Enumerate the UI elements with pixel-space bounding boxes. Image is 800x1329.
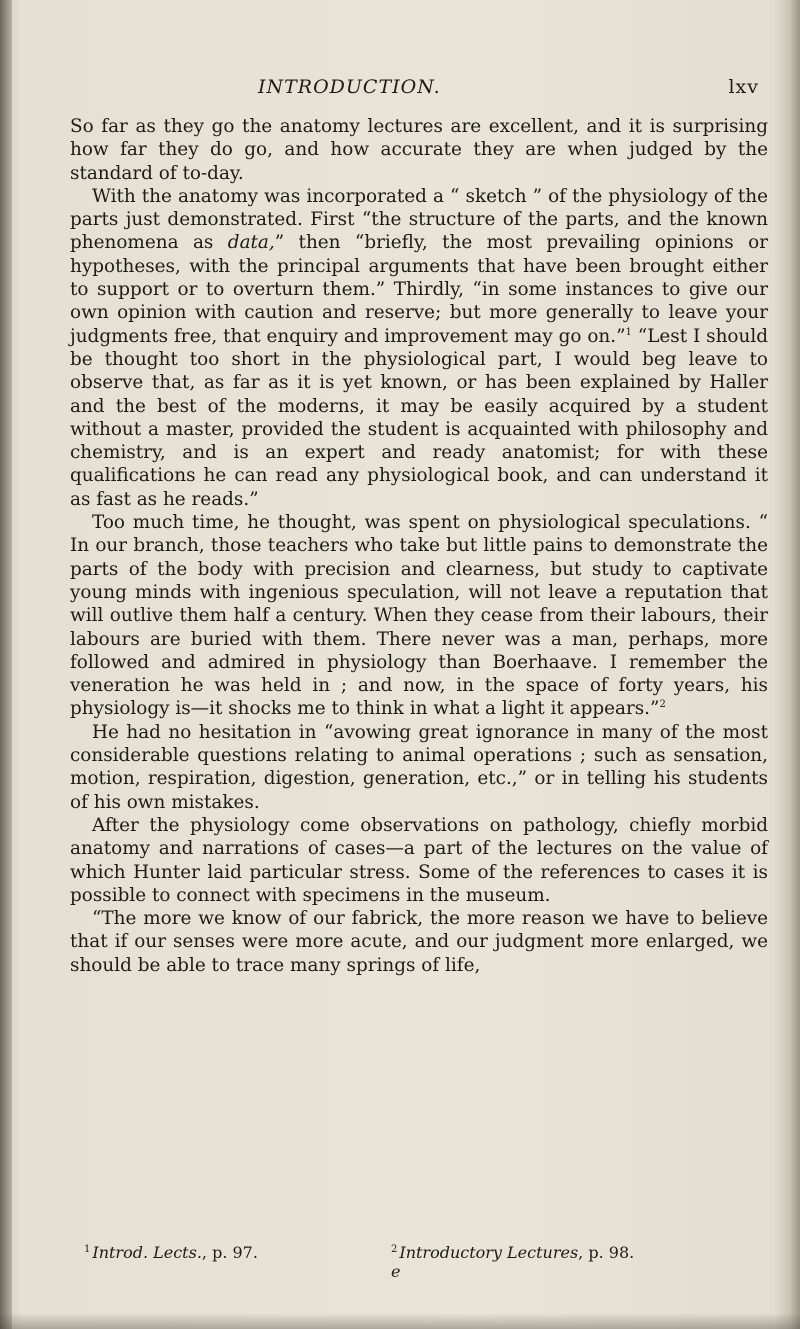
page-number: lxv	[728, 76, 759, 98]
page-edge	[774, 0, 800, 1329]
text-run: “The more we know of our fabrick, the more reason we have to believe that if our senses were more acute, and our judgment more enlarged, we should be able to trace many springs of life,	[70, 908, 768, 976]
paragraph	[70, 907, 768, 977]
page-header	[70, 56, 760, 98]
text-run: He had no hesitation in “avowing great ignorance in many of the most considerable questions relating to animal operations ; such as sensation, motion, respiration, digestion, generation, etc.,” or in telling his students of his own mistakes.	[70, 721, 768, 813]
text-run: ” then “briefly, the most prevailing opinions or hypotheses, with the principal arguments that have been brought either to support or to overturn them.” Thirdly, “in some instances to give our own opinion with caution and reserve; but more generally to leave your judgments free, that enquiry and improvement may go on.”	[70, 232, 768, 347]
paragraph	[70, 721, 768, 814]
signature-mark: e	[391, 1262, 401, 1281]
bottom-shadow	[0, 1313, 800, 1329]
footnote-marker: 2	[391, 1244, 398, 1255]
running-title: INTRODUCTION.	[258, 76, 441, 98]
footnote-title: Introd. Lects.	[92, 1243, 202, 1262]
text-run: With the anatomy was incorporated a “ sketch ” of the physiology of the parts just demonstrated. First “the structure of the parts, and the known phenomena as	[70, 185, 768, 254]
text-run: So far as they go the anatomy lectures are excellent, and it is surprising how far they do go, and how accurate they are when judged by the standard of to-day.	[70, 116, 768, 184]
paragraph	[70, 185, 768, 511]
emphasis: data,	[227, 232, 275, 254]
book-spine-shadow	[0, 0, 12, 1329]
footnote-reference: 1	[625, 326, 632, 338]
footnote-2	[391, 1240, 634, 1263]
footnote-marker: 1	[84, 1244, 91, 1255]
paragraph	[70, 511, 768, 721]
footnote-title: Introductory Lectures	[399, 1243, 579, 1262]
footnote-page: , p. 98.	[578, 1243, 635, 1262]
footnote-reference: 2	[659, 699, 666, 711]
text-run: Too much time, he thought, was spent on physiological speculations. “ In our branch, those teachers who take but little pains to demonstrate the parts of the body with precision and clearness, but study to captivate young minds with ingenious speculation, will not leave a reputation that will outlive them half a century. When they cease from their labours, their labours are buried with them. There never was a man, perhaps, more followed and admired in physiology than Boerhaave. I remember the veneration he was held in ; and now, in the space of forty years, his physiology is—it shocks me to think in what a light it appears.”	[70, 512, 768, 720]
text-run: “Lest I should be thought too short in the physiological part, I would beg leave to observe that, as far as it is yet known, or has been explained by Haller and the best of the moderns, it may be easily acquired by a student without a master, provided the student is acquainted with philosophy and chemistry, and is an expert and ready anatomist; for with these qualifications he can read any physiological book, and can understand it as fast as he reads.”	[70, 325, 768, 510]
footnote-page: , p. 97.	[201, 1243, 258, 1262]
footnote-1	[84, 1240, 258, 1263]
body-text	[70, 115, 768, 977]
paragraph	[70, 115, 768, 185]
text-run: After the physiology come observations on pathology, chiefly morbid anatomy and narrations of cases—a part of the lectures on the value of which Hunter laid particular stress. Some of the references to cases it is possible to connect with specimens in the museum.	[70, 814, 768, 906]
paragraph	[70, 814, 768, 907]
